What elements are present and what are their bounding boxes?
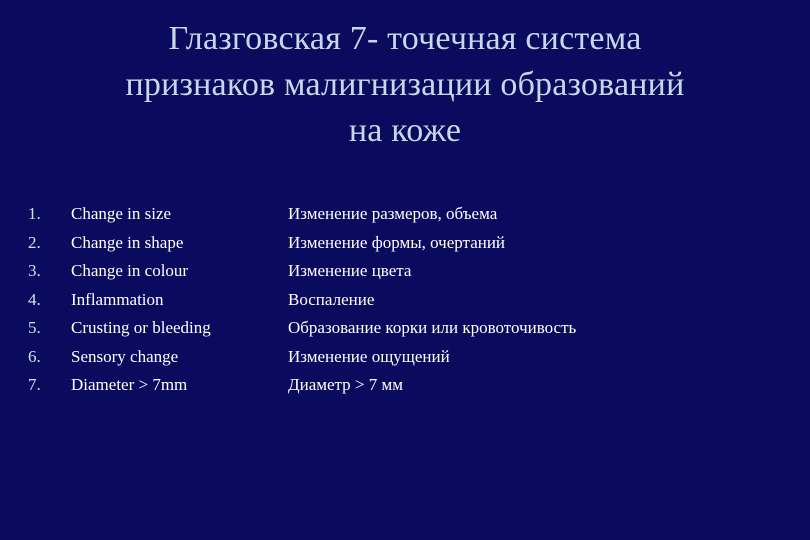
item-english: Diameter > 7mm: [71, 375, 188, 394]
item-number: 5.: [28, 318, 41, 337]
item-number: 3.: [28, 261, 41, 280]
item-russian: Воспаление: [288, 289, 375, 309]
item-russian: Изменение цвета: [288, 261, 412, 280]
list-item: [28, 229, 788, 258]
item-number: 2.: [28, 232, 41, 252]
list-item: [28, 200, 788, 229]
item-english: Change in shape: [71, 232, 184, 252]
item-number: 1.: [28, 204, 41, 223]
item-english: Sensory change: [71, 346, 179, 366]
item-english: Inflammation: [71, 289, 164, 309]
criteria-list: [28, 200, 788, 400]
list-item: [28, 286, 788, 315]
item-russian: Изменение ощущений: [288, 346, 450, 366]
item-russian: Образование корки или кровоточивость: [288, 318, 577, 337]
item-number: 7.: [28, 375, 41, 394]
item-english: Change in colour: [71, 261, 189, 280]
title-line-2: признаков малигнизации образований: [125, 66, 685, 103]
item-english: Change in size: [71, 204, 172, 223]
slide-title: [40, 16, 770, 154]
item-number: 4.: [28, 289, 41, 309]
item-russian: Изменение формы, очертаний: [288, 232, 506, 252]
item-russian: Диаметр > 7 мм: [288, 375, 404, 394]
item-number: 6.: [28, 346, 41, 366]
list-item: [28, 314, 788, 343]
list-item: [28, 257, 788, 286]
item-english: Crusting or bleeding: [71, 318, 211, 337]
title-line-1: Глазговская 7- точечная система: [168, 20, 642, 57]
list-item: [28, 343, 788, 372]
title-line-3: на коже: [348, 112, 462, 149]
list-item: [28, 371, 788, 400]
item-russian: Изменение размеров, объема: [288, 204, 498, 223]
